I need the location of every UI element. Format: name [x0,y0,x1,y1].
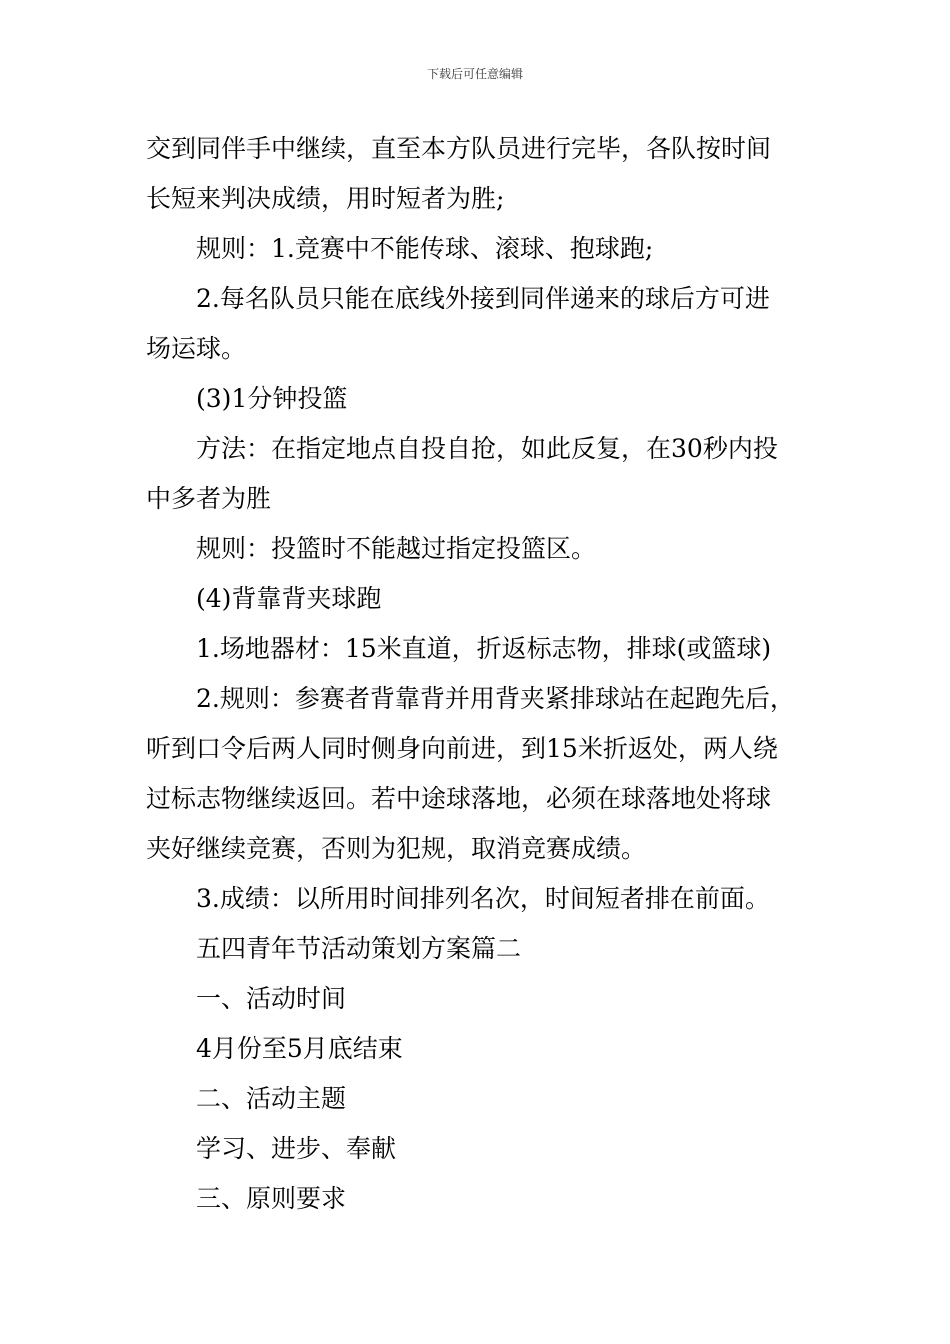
section-heading: (4)背靠背夹球跑 [196,584,382,613]
text-line: 场运球。 [146,334,247,363]
text-line: 夹好继续竞赛，否则为犯规，取消竞赛成绩。 [146,834,647,863]
text-line: 过标志物继续返回。若中途球落地，必须在球落地处将球 [146,784,772,813]
text-line: 1.场地器材：15米直道，折返标志物，排球(或篮球) [196,634,772,663]
section-heading: (3)1分钟投篮 [196,384,348,413]
text-line: 方法：在指定地点自投自抢，如此反复，在30秒内投 [196,434,778,463]
text-line: 长短来判决成绩，用时短者为胜; [146,184,505,213]
text-line: 交到同伴手中继续，直至本方队员进行完毕，各队按时间 [146,134,772,163]
text-line: 4月份至5月底结束 [196,1034,403,1063]
section-heading: 一、活动时间 [196,984,347,1013]
section-heading: 二、活动主题 [196,1084,347,1113]
page-header-note: 下载后可任意编辑 [426,67,523,81]
document-body [146,124,826,1224]
text-line: 学习、进步、奉献 [196,1134,397,1163]
document-title: 五四青年节活动策划方案篇二 [196,934,522,963]
section-heading: 三、原则要求 [196,1184,347,1213]
text-line: 中多者为胜 [146,484,272,513]
text-line: 规则：1.竞赛中不能传球、滚球、抱球跑; [196,234,654,263]
text-line: 规则：投篮时不能越过指定投篮区。 [196,534,597,563]
text-line: 听到口令后两人同时侧身向前进，到15米折返处，两人绕 [146,734,778,763]
text-line: 2.每名队员只能在底线外接到同伴递来的球后方可进 [196,284,770,313]
text-line: 2.规则：参赛者背靠背并用背夹紧排球站在起跑先后， [196,684,795,713]
text-line: 3.成绩：以所用时间排列名次，时间短者排在前面。 [196,884,770,913]
